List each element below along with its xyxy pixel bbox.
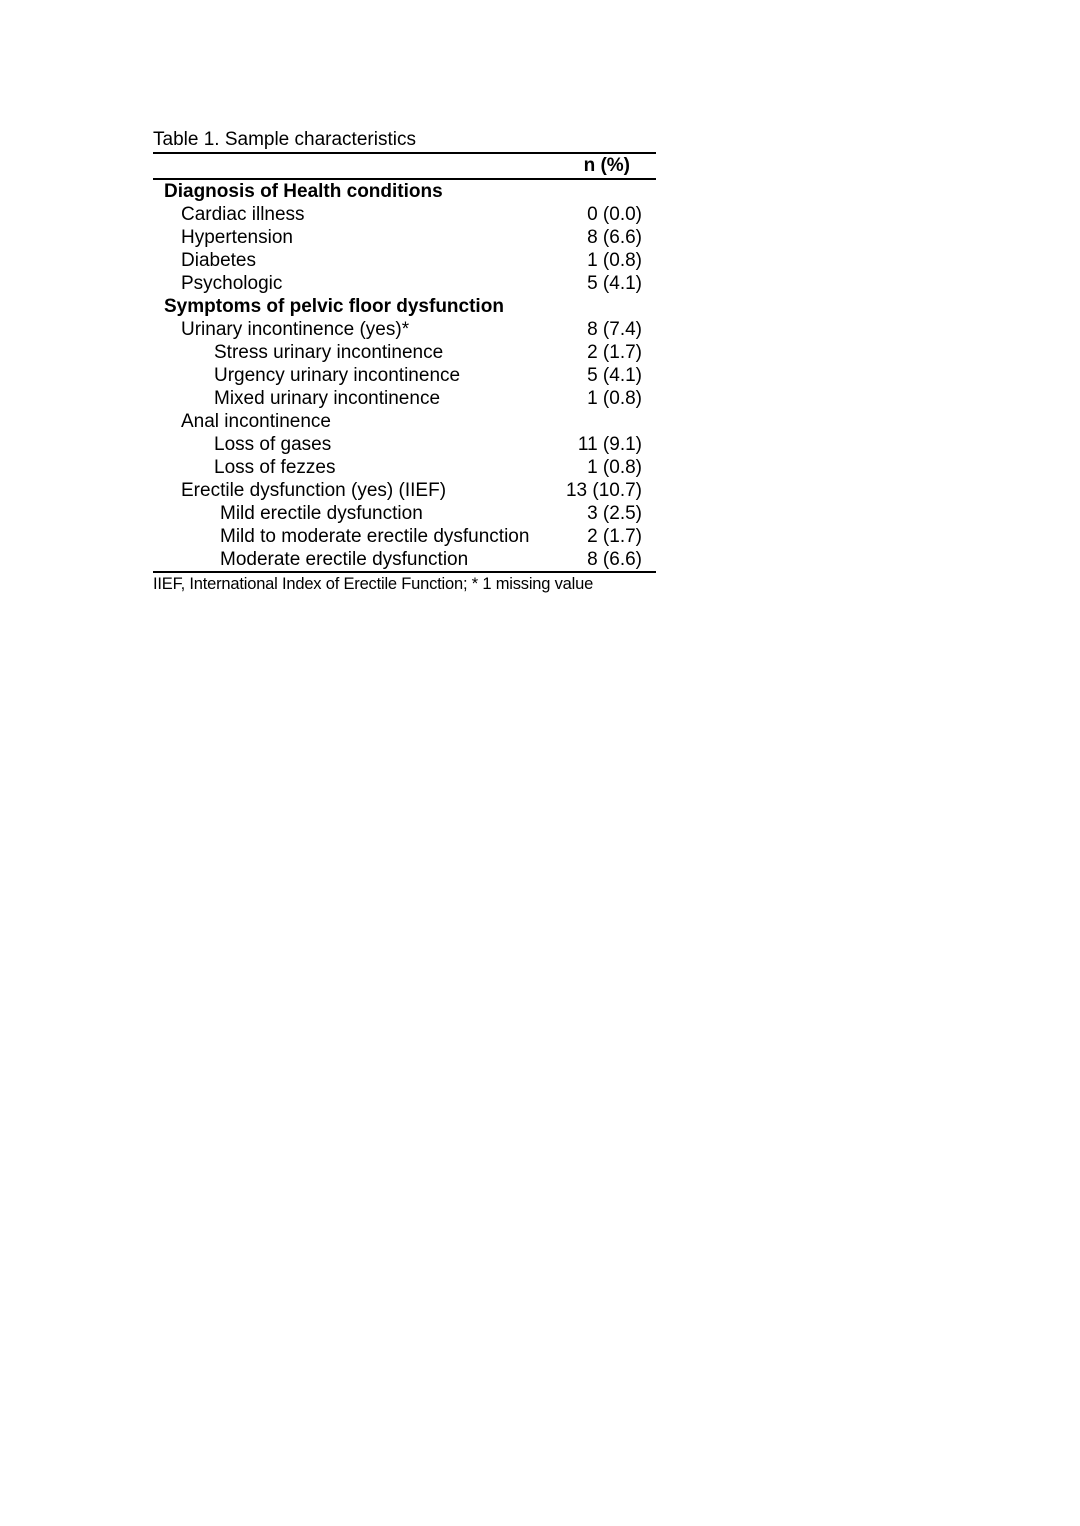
row-label: Loss of fezzes: [214, 457, 336, 478]
row-label: Cardiac illness: [181, 204, 305, 225]
row-label: Urgency urinary incontinence: [214, 365, 461, 386]
row-label: Mild erectile dysfunction: [220, 503, 423, 524]
table-row: [153, 226, 656, 249]
table-body: [153, 180, 656, 571]
section-heading: Diagnosis of Health conditions: [164, 181, 443, 202]
table-row: [153, 548, 656, 571]
table-row: [153, 410, 656, 433]
row-label: Erectile dysfunction (yes) (IIEF): [181, 480, 447, 501]
row-value: 3 (2.5): [587, 503, 642, 524]
row-value: 5 (4.1): [587, 365, 642, 386]
row-value: 13 (10.7): [565, 480, 642, 501]
table-row: [153, 318, 656, 341]
row-label: Moderate erectile dysfunction: [220, 549, 469, 570]
table-row: [153, 364, 656, 387]
row-value: 0 (0.0): [587, 204, 642, 225]
row-value: 2 (1.7): [587, 526, 642, 547]
table-row: [153, 456, 656, 479]
column-header: n (%): [583, 155, 630, 176]
table-row: [153, 341, 656, 364]
table-row: [153, 387, 656, 410]
table-row: [153, 433, 656, 456]
section-heading: Symptoms of pelvic floor dysfunction: [164, 296, 504, 317]
table-row: [153, 502, 656, 525]
row-label: Diabetes: [181, 250, 256, 271]
row-label: Mild to moderate erectile dysfunction: [220, 526, 530, 547]
row-value: 1 (0.8): [587, 388, 642, 409]
table-row: [153, 479, 656, 502]
row-label: Psychologic: [181, 273, 283, 294]
row-value: 8 (7.4): [587, 319, 642, 340]
row-label: Stress urinary incontinence: [214, 342, 444, 363]
table-row: [153, 249, 656, 272]
row-label: Loss of gases: [214, 434, 332, 455]
table-caption: Table 1. Sample characteristics: [153, 129, 416, 150]
row-value: 1 (0.8): [587, 250, 642, 271]
row-label: Mixed urinary incontinence: [214, 388, 441, 409]
table-section-row: [153, 180, 656, 203]
table-row: [153, 525, 656, 548]
row-value: 11 (9.1): [577, 434, 642, 455]
row-value: 8 (6.6): [587, 549, 642, 570]
table-row: [153, 203, 656, 226]
row-value: 8 (6.6): [587, 227, 642, 248]
table-container: [153, 128, 656, 595]
row-value: 1 (0.8): [587, 457, 642, 478]
row-value: 2 (1.7): [587, 342, 642, 363]
table-footnote: IIEF, International Index of Erectile Function; * 1 missing value: [153, 575, 594, 593]
row-label: Urinary incontinence (yes)*: [181, 319, 410, 340]
row-value: 5 (4.1): [587, 273, 642, 294]
table-header-row: [153, 154, 656, 178]
table-section-row: [153, 295, 656, 318]
row-label: Hypertension: [181, 227, 293, 248]
row-label: Anal incontinence: [181, 411, 331, 432]
table-row: [153, 272, 656, 295]
